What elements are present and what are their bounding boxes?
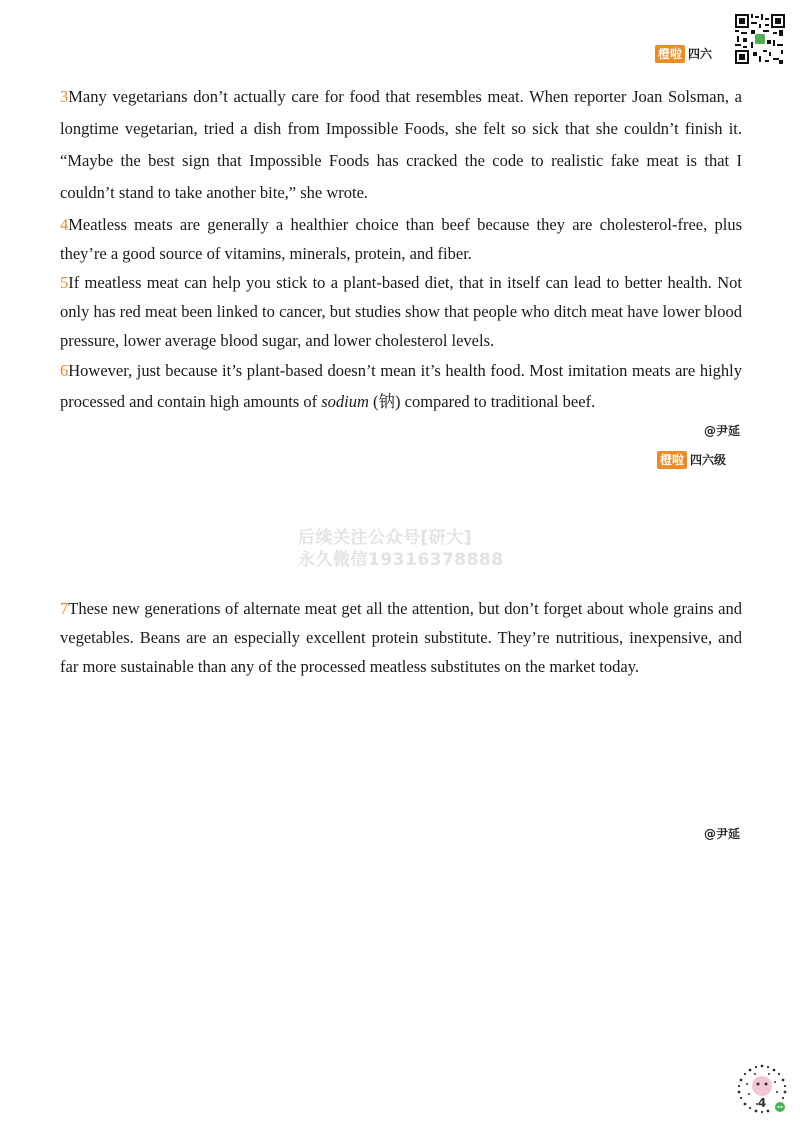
- paragraph-4: [60, 210, 742, 268]
- page-number: 4: [757, 1096, 767, 1110]
- paragraph-6: [60, 355, 742, 417]
- brand-level: 四六级: [690, 453, 727, 467]
- brand-mid: [657, 451, 726, 469]
- paragraph-3: [60, 81, 742, 209]
- brand-badge: 橙啦: [655, 45, 685, 63]
- paragraph-5: [60, 268, 742, 355]
- brand-level: 四六: [688, 47, 713, 61]
- watermark: [298, 527, 508, 571]
- paragraph-number: 7: [60, 599, 69, 618]
- paragraph-text-end: (钠) compared to traditional beef.: [368, 392, 596, 411]
- watermark-line-2: 永久微信19316378888: [298, 550, 504, 570]
- brand-badge: 橙啦: [657, 451, 687, 469]
- paragraph-number: 4: [60, 215, 69, 234]
- author-handle: @尹延: [704, 424, 741, 438]
- paragraph-text: Many vegetarians don’t actually care for food that resembles meat. When reporter Joan Solsman, a longtime vegetarian, tried a dish from Impossible Foods, she felt so sick that she couldn’t finish it. “Maybe the best sign that Impossible Foods has cracked the code to realistic fake meat is that I couldn’t stand to take another bite,” she wrote.: [60, 87, 742, 202]
- paragraph-number: 3: [60, 87, 69, 106]
- paragraph-number: 6: [60, 361, 69, 380]
- qr-code-icon: [735, 14, 785, 64]
- author-handle-bottom: @尹延: [704, 827, 741, 841]
- paragraph-text: If meatless meat can help you stick to a plant-based diet, that in itself can lead to better health. Not only has red meat been linked to cancer, but studies show that people who ditch meat have lower blood pressure, lower average blood sugar, and lower cholesterol levels.: [60, 273, 742, 350]
- paragraph-text: These new generations of alternate meat get all the attention, but don’t forget about whole grains and vegetables. Beans are an especially excellent protein substitute. They’re nutritious, inexpensive, and far more sustainable than any of the processed meatless substitutes on the market today.: [60, 599, 742, 676]
- paragraph-number: 5: [60, 273, 69, 292]
- paragraph-text: Meatless meats are generally a healthier choice than beef because they are cholesterol-free, plus they’re a good source of vitamins, minerals, protein, and fiber.: [60, 215, 742, 263]
- watermark-line-1: 后续关注公众号[研大]: [298, 528, 473, 548]
- sodium-term: sodium: [321, 392, 369, 411]
- paragraph-7: [60, 594, 742, 681]
- header-brand: [655, 45, 712, 63]
- paragraph-text: However, just because it’s plant-based doesn’t mean it’s health food. Most imitation meats are highly processed and contain high amounts of: [60, 361, 742, 411]
